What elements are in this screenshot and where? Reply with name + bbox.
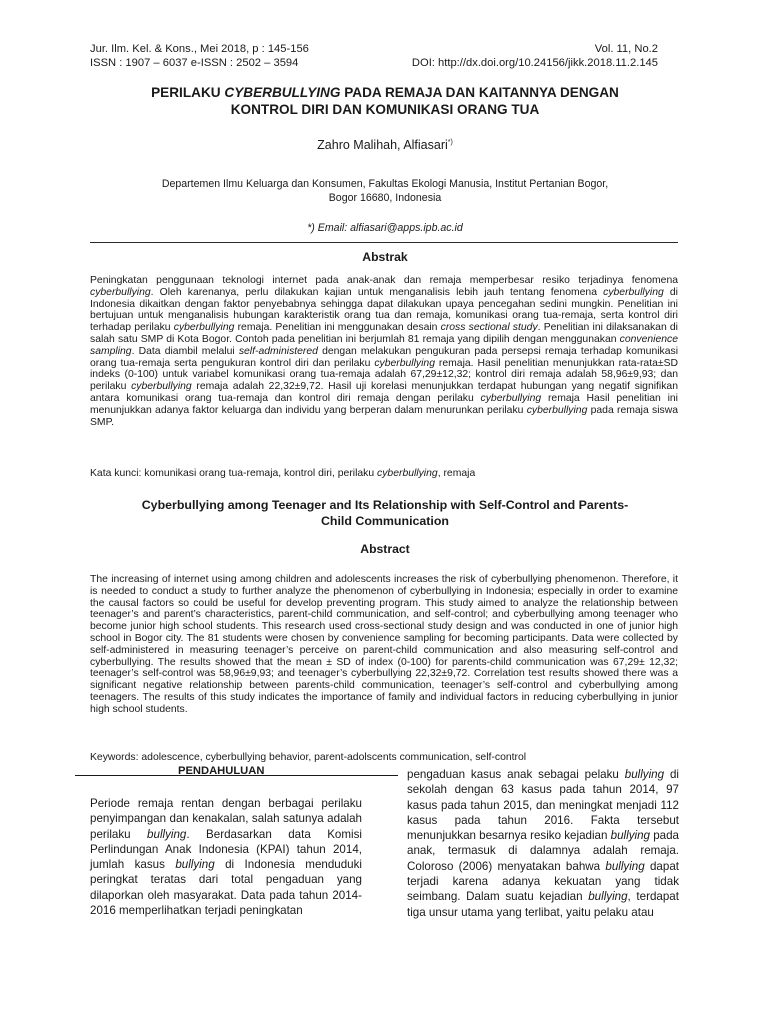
journal-citation: Jur. Ilm. Kel. & Kons., Mei 2018, p : 145-156 [90, 43, 309, 55]
abstract-heading: Abstract [360, 542, 410, 556]
english-title [90, 497, 680, 529]
journal-issn: ISSN : 1907 – 6037 e-ISSN : 2502 – 3594 [90, 57, 299, 69]
corresponding-email[interactable]: *) Email: alfiasari@apps.ipb.ac.id [307, 222, 463, 234]
english-title-line2: Child Communication [320, 514, 450, 528]
keywords: Keywords: adolescence, cyberbullying behavior, parent-adolscents communication, self-control [90, 752, 527, 763]
affiliation [90, 177, 680, 205]
affiliation-line1: Departemen Ilmu Keluarga dan Konsumen, Fakultas Ekologi Manusia, Institut Pertanian Bogor, [161, 178, 609, 190]
journal-header-row1 [90, 42, 658, 56]
abstrak-heading: Abstrak [362, 250, 408, 264]
affiliation-line2: Bogor 16680, Indonesia [328, 192, 442, 204]
pendahuluan-heading: PENDAHULUAN [178, 765, 265, 777]
intro-right-column: pengaduan kasus anak sebagai pelaku bullying di sekolah dengan 63 kasus pada tahun 2014, 97 kasus pada tahun 2015, dan meningkat menjadi 112 kasus pada tahun 2016. Fakta tersebut menunjukkan besarnya resiko kejadian bullying pada anak, termasuk di dalamnya adalah remaja. Coloroso (2006) menyatakan bahwa bullying dapat terjadi karena adanya kekuatan yang tidak seimbang. Dalam suatu kejadian bullying, terdapat tiga unsur utama yang terlibat, yaitu pelaku atau [407, 768, 680, 919]
intro-left-column: Periode remaja rentan dengan berbagai perilaku penyimpangan dan kenakalan, salah satunya adalah perilaku bullying. Berdasarkan data Komisi Perlindungan Anak Indonesia (KPAI) tahun 2014, jumlah kasus bullying di Indonesia menduduki peringkat teratas dari total pengaduan yang dilaporkan oleh masyarakat. Data pada tahun 2014-2016 memperlihatkan terjadi peningkatan [90, 797, 362, 918]
english-title-line1: Cyberbullying among Teenager and Its Relationship with Self-Control and Parents- [141, 498, 629, 512]
authors [90, 138, 680, 152]
abstrak-text: Peningkatan penggunaan teknologi internet pada anak-anak dan remaja memperbesar resiko terjadinya fenomena cyberbullying. Oleh karenanya, perlu dilakukan kajian untuk menganalisis lebih jauh tentang fenomena cyberbullying di Indonesia dikaitkan dengan faktor penyebabnya sehingga dapat dilakukan upaya pencegahan sedini mungkin. Penelitian ini bertujuan untuk menganalisis hubungan karakteristik orang tua dan remaja, komunikasi orang tua-remaja, serta kontrol diri terhadap perilaku cyberbullying remaja. Penelitian ini menggunakan desain cross sectional study. Penelitian ini dilaksanakan di salah satu SMP di Kota Bogor. Contoh pada penelitian ini berjumlah 81 remaja yang dipilih dengan menggunakan convenience sampling. Data diambil melalui self-administered dengan melakukan pengukuran pada persepsi remaja terhadap komunikasi orang tua-remaja serta pengukuran kontrol diri dan perilaku cyberbullying remaja. Hasil penelitian menunjukkan rata-rata±SD indeks (0-100) untuk variabel komunikasi orang tua-remaja adalah 67,29±12,32; kontrol diri remaja adalah 58,96±9,93; dan perilaku cyberbullying remaja adalah 22,32±9,72. Hasil uji korelasi menunjukkan terdapat hubungan yang negatif signifikan antara komunikasi orang tua-remaja dan kontrol diri remaja dengan perilaku cyberbullying remaja Hasil penelitian ini menunjukkan adanya faktor keluarga dan individu yang berperan dalam menurunkan perilaku cyberbullying pada remaja siswa SMP. [90, 275, 679, 428]
title-text: PADA REMAJA DAN KAITANNYA DENGAN [340, 85, 619, 100]
paper-title [90, 84, 680, 118]
title-text: PERILAKU [151, 85, 225, 100]
title-line2: KONTROL DIRI DAN KOMUNIKASI ORANG TUA [230, 102, 540, 117]
journal-header-row2 [90, 56, 658, 70]
author-names: Zahro Malihah, Alfiasari [317, 138, 448, 152]
kata-kunci: Kata kunci: komunikasi orang tua-remaja, kontrol diri, perilaku cyberbullying, remaja [90, 468, 476, 479]
abstract-text: The increasing of internet using among children and adolescents increases the risk of cyberbullying phenomenon. Therefore, it is needed to conduct a study to further analyze the phenomenon of cyberbullying in Indonesia; especially in order to examine the causal factors so could be useful for develop preventing program. This study aimed to analyze the relationship between teenager’s and parent’s characteristics, parent-child communication, and self-control; and cyberbullying among teenager who become junior high school students. This research used cross-sectional study design and was conducted in one of junior high school in Bogor city. The 81 students were chosen by convenience sampling for becoming participants. Data were collected by self-administered in measuring teenager’s perceive on parent-child communication and also measuring self-control and cyberbullying. The results showed that the mean ± SD of index (0-100) for parents-child communication was 67,29± 12,32; teenager’s self-control was 58,96±9,93; and teenager’s cyberbullying 22,32±9,72. Correlation test results showed there was a significant negative relationship between parents-child communication, teenager’s self-control and cyberbullying among teenagers. The results of this study indicates the importance of family and individual factors in reducing cyberbullying in junior high school students. [90, 574, 678, 715]
title-italic: CYBERBULLYING [224, 85, 341, 100]
divider [90, 242, 678, 243]
author-mark: *) [447, 138, 453, 146]
journal-volume: Vol. 11, No.2 [594, 43, 658, 55]
journal-doi[interactable]: DOI: http://dx.doi.org/10.24156/jikk.2018.11.2.145 [411, 57, 658, 69]
